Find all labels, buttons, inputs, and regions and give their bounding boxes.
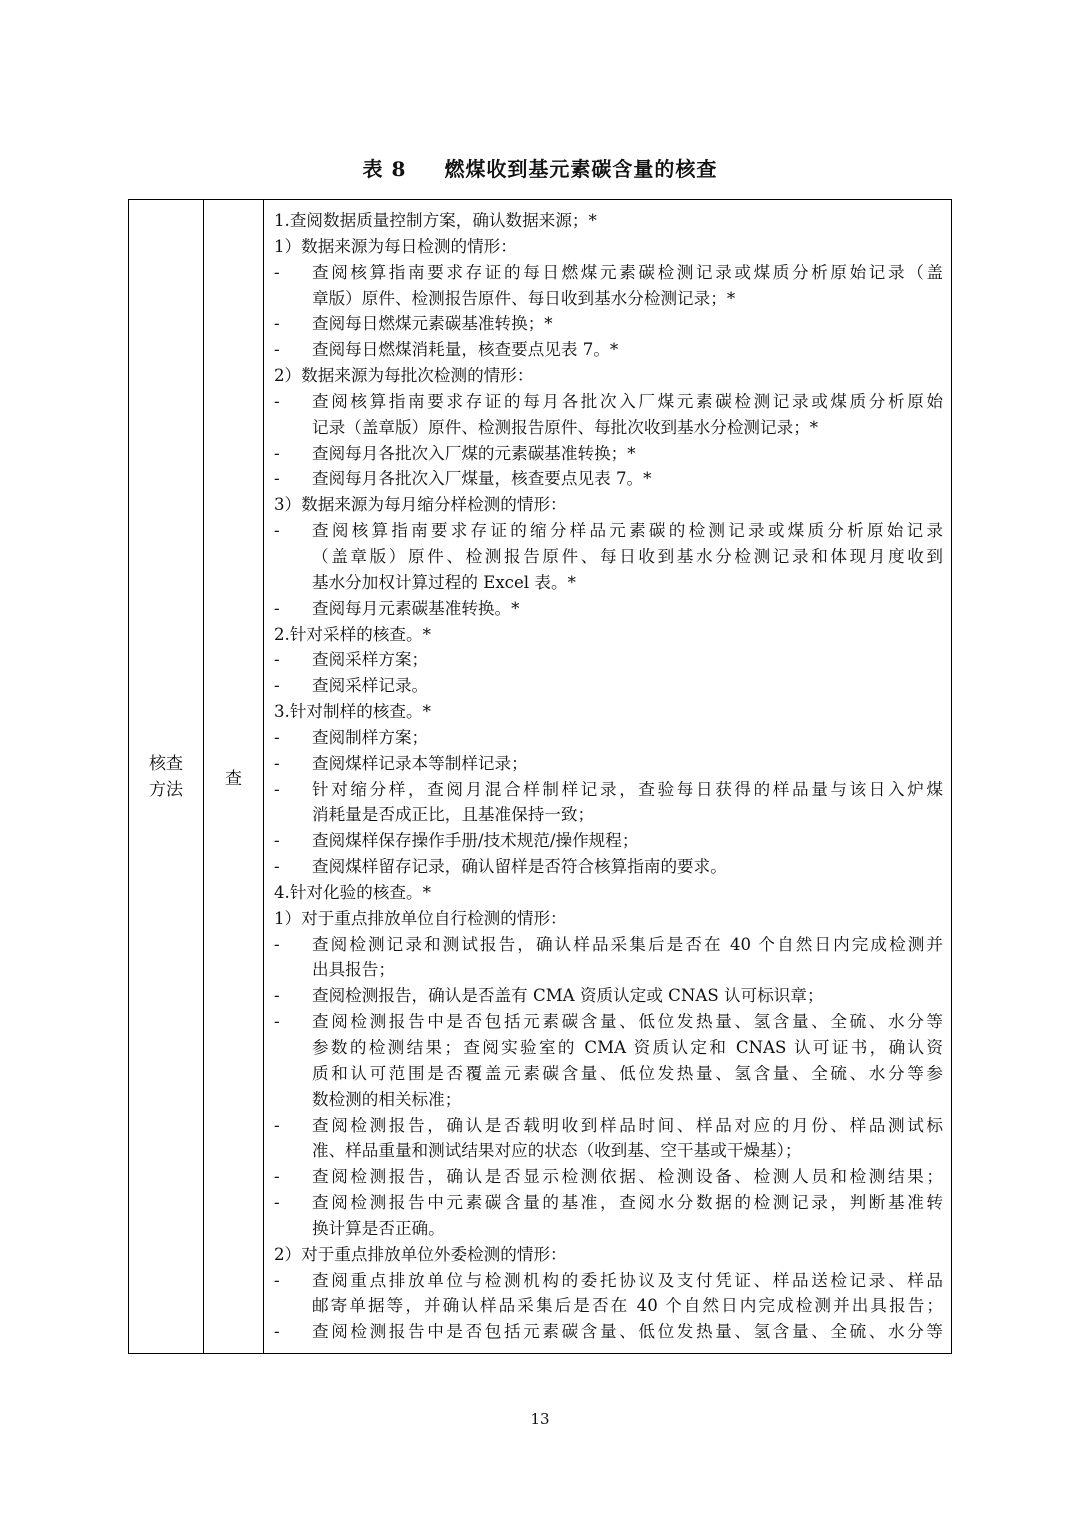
line-text: 查阅检测报告中是否包括元素碳含量、低位发热量、氢含量、全硫、水分等 bbox=[312, 1322, 943, 1342]
line-text: 1）数据来源为每日检测的情形： bbox=[274, 236, 517, 256]
line-text: 2）对于重点排放单位外委检测的情形： bbox=[274, 1244, 567, 1264]
line-text: 查阅每日燃煤消耗量，核查要点见表 7。* bbox=[312, 340, 619, 360]
line-text: 查阅检测报告中是否包括元素碳含量、低位发热量、氢含量、全硫、水分等 bbox=[312, 1012, 943, 1032]
method-content-cell bbox=[264, 200, 952, 1354]
bullet-item bbox=[274, 466, 943, 492]
bullet-item bbox=[274, 596, 943, 622]
bullet-dash: - bbox=[274, 1193, 280, 1213]
bullet-dash: - bbox=[274, 779, 280, 799]
bullet-item bbox=[274, 828, 943, 854]
line-text: 查阅检测报告，确认是否盖有 CMA 资质认定或 CNAS 认可标识章； bbox=[312, 986, 824, 1006]
line-text: 查阅核算指南要求存证的缩分样品元素碳的检测记录或煤质分析原始记录 bbox=[312, 521, 943, 541]
line-text: 4.针对化验的核查。* bbox=[274, 882, 431, 902]
bullet-item bbox=[274, 311, 943, 337]
bullet-dash: - bbox=[274, 650, 280, 670]
bullet-dash: - bbox=[274, 340, 280, 360]
line-text: 查阅核算指南要求存证的每月各批次入厂煤元素碳检测记录或煤质分析原始 bbox=[312, 391, 943, 411]
line-text: 3.针对制样的核查。* bbox=[274, 702, 431, 722]
line-text: 查阅重点排放单位与检测机构的委托协议及支付凭证、样品送检记录、样品 bbox=[312, 1270, 943, 1290]
bullet-item bbox=[274, 647, 943, 673]
bullet-continuation bbox=[274, 544, 943, 570]
bullet-item bbox=[274, 983, 943, 1009]
line-text: 查阅煤样留存记录，确认留样是否符合核算指南的要求。 bbox=[312, 857, 727, 877]
bullet-item bbox=[274, 337, 943, 363]
bullet-item bbox=[274, 441, 943, 467]
section-line bbox=[274, 234, 943, 260]
bullet-continuation bbox=[274, 1035, 943, 1061]
section-line bbox=[274, 906, 943, 932]
bullet-dash: - bbox=[274, 831, 280, 851]
row-label-cell bbox=[129, 200, 204, 1354]
line-text: 3）数据来源为每月缩分样检测的情形： bbox=[274, 495, 567, 515]
bullet-dash: - bbox=[274, 934, 280, 954]
bullet-dash: - bbox=[274, 1270, 280, 1290]
action-cell bbox=[204, 200, 264, 1354]
section-line bbox=[274, 699, 943, 725]
line-text: 查阅检测报告，确认是否显示检测依据、检测设备、检测人员和检测结果； bbox=[312, 1167, 943, 1187]
bullet-dash: - bbox=[274, 1115, 280, 1135]
section-line bbox=[274, 492, 943, 518]
line-text: 查阅采样记录。 bbox=[312, 676, 429, 696]
bullet-dash: - bbox=[274, 391, 280, 411]
row-label-line-2: 方法 bbox=[149, 779, 183, 800]
bullet-continuation bbox=[274, 1061, 943, 1087]
section-line bbox=[274, 1242, 943, 1268]
method-lines bbox=[274, 208, 943, 1345]
page-number: 13 bbox=[530, 1410, 550, 1428]
bullet-dash: - bbox=[274, 262, 280, 282]
table-title-text: 燃煤收到基元素碳含量的核查 bbox=[444, 157, 718, 181]
bullet-item bbox=[274, 1164, 943, 1190]
line-text: 参数的检测结果；查阅实验室的 CMA 资质认定和 CNAS 认可证书，确认资 bbox=[312, 1038, 943, 1057]
line-text: 基水分加权计算过程的 Excel 表。* bbox=[312, 572, 576, 592]
line-text: 针对缩分样，查阅月混合样制样记录，查验每日获得的样品量与该日入炉煤 bbox=[312, 779, 943, 799]
bullet-dash: - bbox=[274, 1012, 280, 1032]
bullet-dash: - bbox=[274, 857, 280, 877]
verification-table bbox=[128, 199, 952, 1354]
bullet-continuation bbox=[274, 957, 943, 983]
bullet-continuation bbox=[274, 1293, 943, 1319]
bullet-dash: - bbox=[274, 598, 280, 618]
line-text: 查阅检测报告，确认是否载明收到样品时间、样品对应的月份、样品测试标 bbox=[312, 1115, 943, 1135]
line-text: 查阅采样方案； bbox=[312, 650, 429, 670]
bullet-dash: - bbox=[274, 443, 280, 463]
table-row bbox=[129, 200, 952, 1354]
bullet-continuation bbox=[274, 415, 943, 441]
bullet-item bbox=[274, 1190, 943, 1216]
section-line bbox=[274, 880, 943, 906]
bullet-continuation bbox=[274, 570, 943, 596]
bullet-item bbox=[274, 518, 943, 544]
line-text: 准、样品重量和测试结果对应的状态（收到基、空干基或干燥基）； bbox=[312, 1141, 802, 1161]
bullet-continuation bbox=[274, 1216, 943, 1242]
line-text: 查阅煤样记录本等制样记录； bbox=[312, 753, 528, 773]
bullet-dash: - bbox=[274, 469, 280, 489]
line-text: 数检测的相关标准； bbox=[312, 1089, 462, 1109]
bullet-item bbox=[274, 1009, 943, 1035]
bullet-dash: - bbox=[274, 1322, 280, 1342]
bullet-continuation bbox=[274, 802, 943, 828]
line-text: 查阅检测报告中元素碳含量的基准，查阅水分数据的检测记录，判断基准转 bbox=[312, 1193, 943, 1213]
bullet-item bbox=[274, 673, 943, 699]
bullet-item bbox=[274, 1319, 943, 1345]
bullet-item bbox=[274, 1268, 943, 1294]
line-text: （盖章版）原件、检测报告原件、每日收到基水分检测记录和体现月度收到 bbox=[312, 546, 943, 566]
bullet-dash: - bbox=[274, 1167, 280, 1187]
bullet-continuation bbox=[274, 286, 943, 312]
line-text: 查阅每日燃煤元素碳基准转换；* bbox=[312, 314, 553, 334]
line-text: 查阅每月各批次入厂煤量，核查要点见表 7。* bbox=[312, 469, 652, 489]
bullet-item bbox=[274, 1113, 943, 1139]
line-text: 查阅每月各批次入厂煤的元素碳基准转换；* bbox=[312, 443, 636, 463]
line-text: 记录（盖章版）原件、检测报告原件、每批次收到基水分检测记录；* bbox=[312, 417, 819, 437]
bullet-item bbox=[274, 751, 943, 777]
bullet-item bbox=[274, 725, 943, 751]
section-line bbox=[274, 363, 943, 389]
line-text: 查阅制样方案； bbox=[312, 727, 429, 747]
bullet-continuation bbox=[274, 1138, 943, 1164]
bullet-item bbox=[274, 389, 943, 415]
action-label: 查 bbox=[225, 769, 242, 789]
line-text: 查阅每月元素碳基准转换。* bbox=[312, 598, 520, 618]
section-line bbox=[274, 622, 943, 648]
bullet-item bbox=[274, 260, 943, 286]
bullet-item bbox=[274, 854, 943, 880]
bullet-dash: - bbox=[274, 986, 280, 1006]
line-text: 2.针对采样的核查。* bbox=[274, 624, 431, 644]
bullet-continuation bbox=[274, 1087, 943, 1113]
line-text: 1）对于重点排放单位自行检测的情形： bbox=[274, 908, 567, 928]
section-line bbox=[274, 208, 943, 234]
line-text: 查阅检测记录和测试报告，确认样品采集后是否在 40 个自然日内完成检测并 bbox=[312, 934, 943, 954]
line-text: 章版）原件、检测报告原件、每日收到基水分检测记录；* bbox=[312, 288, 736, 308]
bullet-dash: - bbox=[274, 676, 280, 696]
bullet-item bbox=[274, 932, 943, 958]
line-text: 2）数据来源为每批次检测的情形： bbox=[274, 366, 534, 386]
row-label-line-1: 核查 bbox=[149, 753, 183, 774]
line-text: 查阅煤样保存操作手册/技术规范/操作规程； bbox=[312, 831, 639, 851]
line-text: 邮寄单据等，并确认样品采集后是否在 40 个自然日内完成检测并出具报告； bbox=[312, 1296, 943, 1316]
line-text: 1.查阅数据质量控制方案，确认数据来源；* bbox=[274, 211, 597, 230]
bullet-dash: - bbox=[274, 314, 280, 334]
table-number: 表 8 bbox=[362, 157, 407, 181]
bullet-item bbox=[274, 777, 943, 803]
line-text: 换计算是否正确。 bbox=[312, 1218, 445, 1238]
bullet-dash: - bbox=[274, 753, 280, 773]
line-text: 质和认可范围是否覆盖元素碳含量、低位发热量、氢含量、全硫、水分等参 bbox=[312, 1063, 943, 1083]
line-text: 消耗量是否成正比，且基准保持一致； bbox=[312, 805, 595, 825]
bullet-dash: - bbox=[274, 521, 280, 541]
bullet-dash: - bbox=[274, 727, 280, 747]
line-text: 出具报告； bbox=[312, 960, 395, 980]
line-text: 查阅核算指南要求存证的每日燃煤元素碳检测记录或煤质分析原始记录（盖 bbox=[312, 262, 943, 282]
table-title bbox=[0, 152, 1080, 186]
